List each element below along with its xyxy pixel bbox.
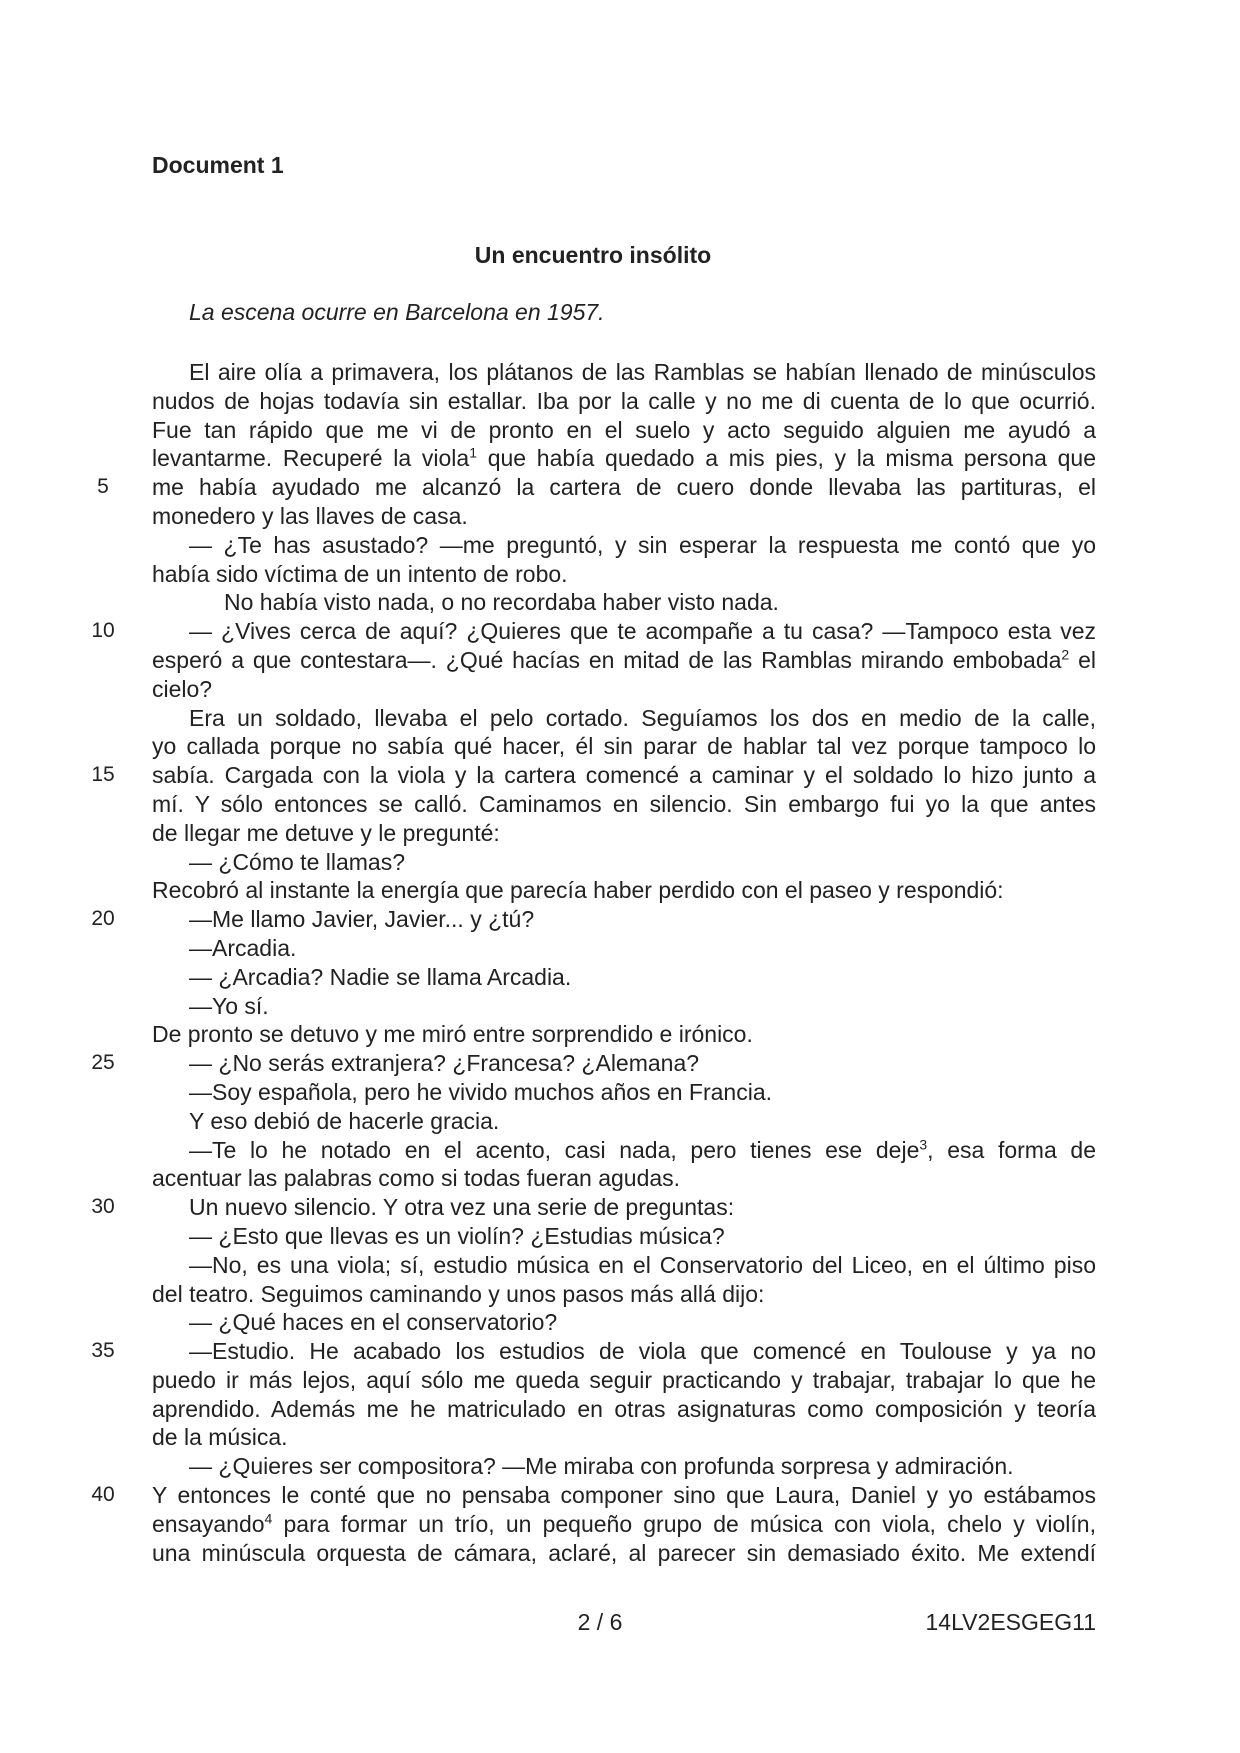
text-line [0,560,1240,589]
line-text: de llegar me detuve y le pregunté: [152,819,500,846]
intro-text: La escena ocurre en Barcelona en 1957. [189,299,605,325]
text-line [0,675,1240,704]
text-line [0,876,1240,905]
line-text: — ¿Qué haces en el conservatorio? [189,1309,558,1336]
text-line [0,1539,1240,1568]
text-line [0,416,1240,445]
line-text: de la música. [152,1424,288,1451]
line-text [152,1510,1096,1539]
line-text: —Soy española, pero he vivido muchos años en Francia. [189,1078,772,1105]
line-number: 10 [91,619,115,643]
text-line [0,617,1240,646]
text-line [0,1423,1240,1452]
text-line [0,646,1240,675]
line-text: puedo ir más lejos, aquí sólo me queda seguir practicando y trabajar, trabajar lo que he [152,1366,1096,1393]
line-text: — ¿Te has asustado? —me preguntó, y sin esperar la respuesta me contó que yo [189,531,1096,558]
text-line [0,1251,1240,1280]
line-text [152,444,1096,473]
footnote-mark: 3 [919,1135,928,1152]
line-text [189,1136,1096,1165]
text-line [0,1164,1240,1193]
line-text: De pronto se detuvo y me miró entre sorprendido e irónico. [152,1021,753,1048]
line-text: —Arcadia. [189,934,297,961]
footnote-mark: 1 [469,444,478,461]
line-text-part: que había quedado a mis pies, y la misma persona que [477,445,1096,472]
text-line [0,387,1240,416]
line-text: mí. Y sólo entonces se calló. Caminamos en silencio. Sin embargo fui yo la que antes [152,790,1096,817]
text-line [0,1222,1240,1251]
line-text: —No, es una viola; sí, estudio música en el Conservatorio del Liceo, en el último piso [189,1251,1096,1278]
line-text: — ¿Cómo te llamas? [189,848,406,875]
line-number: 25 [91,1051,115,1075]
line-text-part: esperó a que contestara—. ¿Qué hacías en mitad de las Ramblas mirando embobada [152,646,1062,673]
document-label: Document 1 [152,152,284,178]
line-text-part: el [1069,646,1096,673]
text-line [0,790,1240,819]
line-text: —Yo sí. [189,992,269,1019]
line-text: sabía. Cargada con la viola y la cartera comencé a caminar y el soldado lo hizo junto a [152,762,1096,789]
line-number: 35 [91,1339,115,1363]
text-line [0,588,1240,617]
text-line [0,444,1240,473]
text-line [0,1308,1240,1337]
line-text: — ¿Arcadia? Nadie se llama Arcadia. [189,963,572,990]
text-line [0,704,1240,733]
text-line [0,1078,1240,1107]
text-line [0,1366,1240,1395]
line-text: — ¿No serás extranjera? ¿Francesa? ¿Alemana? [189,1050,700,1077]
line-text: No había visto nada, o no recordaba haber visto nada. [224,589,779,616]
document-code: 14LV2ESGEG11 [925,1609,1096,1635]
line-text: —Me llamo Javier, Javier... y ¿tú? [189,906,535,933]
line-text-part: —Te lo he notado en el acento, casi nada, pero tienes ese deje [189,1136,920,1163]
footnote-mark: 2 [1061,646,1070,663]
text-line [0,1280,1240,1309]
text-line [0,1020,1240,1049]
text-line [0,1395,1240,1424]
line-number: 20 [91,907,115,931]
text-line [0,1107,1240,1136]
document-title: Un encuentro insólito [474,242,712,268]
line-text: acentuar las palabras como si todas fueran agudas. [152,1165,681,1192]
page-number: 2 / 6 [577,1609,623,1635]
line-text: Y eso debió de hacerle gracia. [189,1107,500,1134]
line-text: — ¿Vives cerca de aquí? ¿Quieres que te acompañe a tu casa? —Tampoco esta vez [189,618,1096,645]
text-line [0,819,1240,848]
line-text: —Estudio. He acabado los estudios de viola que comencé en Toulouse y ya no [189,1338,1096,1365]
line-text: — ¿Esto que llevas es un violín? ¿Estudias música? [189,1222,725,1249]
text-line [0,502,1240,531]
line-text [152,646,1096,675]
text-line [0,473,1240,502]
line-text: cielo? [152,675,213,702]
footnote-mark: 4 [264,1510,273,1527]
line-text: había sido víctima de un intento de robo. [152,560,568,587]
text-line [0,848,1240,877]
text-line [0,1510,1240,1539]
line-text-part: , esa forma de [927,1136,1096,1163]
line-text: Y entonces le conté que no pensaba componer sino que Laura, Daniel y yo estábamos [152,1482,1096,1509]
text-line [0,358,1240,387]
line-text: nudos de hojas todavía sin estallar. Iba por la calle y no me di cuenta de lo que ocurrió. [152,387,1096,414]
text-line [0,1049,1240,1078]
text-line [0,934,1240,963]
line-number: 15 [91,763,115,787]
line-text: Fue tan rápido que me vi de pronto en el suelo y acto seguido alguien me ayudó a [152,416,1096,443]
line-number: 40 [91,1483,115,1507]
text-line [0,992,1240,1021]
line-text: — ¿Quieres ser compositora? —Me miraba con profunda sorpresa y admiración. [189,1453,1014,1480]
line-text-part: levantarme. Recuperé la viola [152,445,470,472]
line-text: El aire olía a primavera, los plátanos de las Ramblas se habían llenado de minúsculos [189,359,1096,385]
text-line [0,761,1240,790]
line-text-part: ensayando [152,1510,265,1537]
line-text: Un nuevo silencio. Y otra vez una serie de preguntas: [189,1194,735,1221]
line-text: monedero y las llaves de casa. [152,502,468,529]
line-text-part: para formar un trío, un pequeño grupo de música con viola, chelo y violín, [272,1510,1096,1537]
text-line [0,905,1240,934]
line-text: del teatro. Seguimos caminando y unos pasos más allá dijo: [152,1280,765,1307]
text-line [0,963,1240,992]
text-body [0,358,1240,1567]
line-text: me había ayudado me alcanzó la cartera de cuero donde llevaba las partituras, el [152,474,1096,501]
text-line [0,732,1240,761]
text-line [0,1452,1240,1481]
line-text: aprendido. Además me he matriculado en otras asignaturas como composición y teoría [152,1395,1096,1422]
text-line [0,1193,1240,1222]
text-line [0,1481,1240,1510]
line-text: Era un soldado, llevaba el pelo cortado. Seguíamos los dos en medio de la calle, [189,704,1096,731]
text-line [0,531,1240,560]
line-text: yo callada porque no sabía qué hacer, él sin parar de hablar tal vez porque tampoco lo [152,733,1096,760]
line-text: Recobró al instante la energía que parecía haber perdido con el paseo y respondió: [152,877,1004,904]
text-line [0,1337,1240,1366]
line-number: 30 [91,1195,115,1219]
text-line [0,1136,1240,1165]
line-text: una minúscula orquesta de cámara, aclaré, al parecer sin demasiado éxito. Me extendí [152,1539,1096,1566]
line-number: 5 [97,475,109,499]
